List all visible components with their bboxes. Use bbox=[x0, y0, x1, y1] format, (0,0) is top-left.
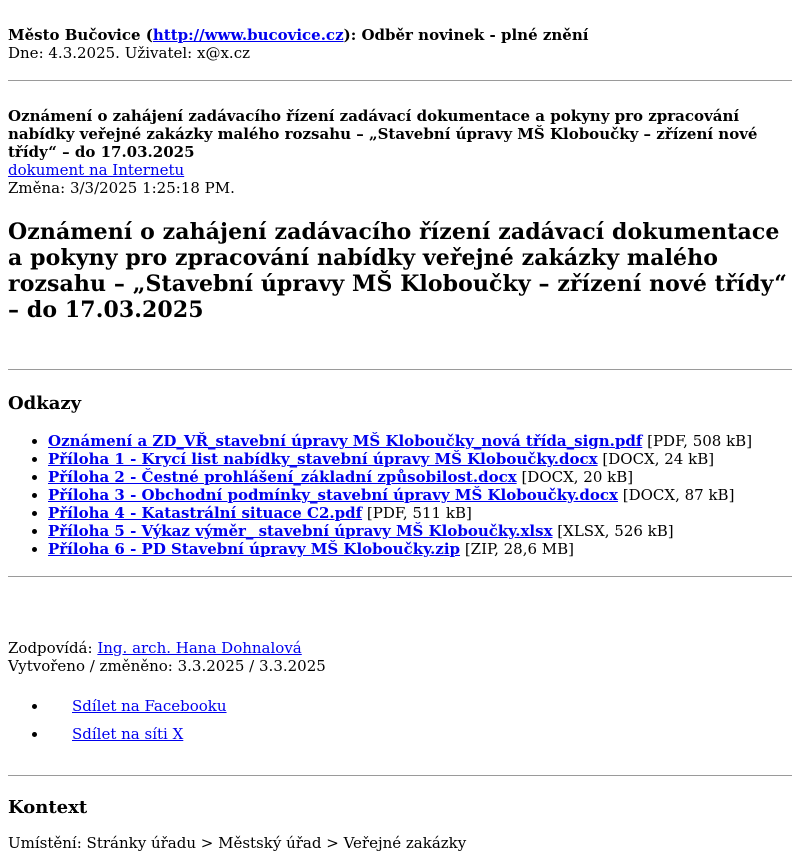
heading-divider bbox=[8, 369, 792, 370]
attachment-meta: [PDF, 508 kB] bbox=[647, 432, 753, 450]
links-divider bbox=[8, 576, 792, 577]
context-divider bbox=[8, 775, 792, 776]
share-item bbox=[48, 697, 792, 715]
attachment-item bbox=[48, 486, 792, 504]
attachment-link[interactable]: Příloha 1 - Krycí list nabídky_stavební úpravy MŠ Kloboučky.docx bbox=[48, 450, 598, 468]
share-item bbox=[48, 725, 792, 743]
site-name: Město Bučovice bbox=[8, 26, 141, 44]
context-heading: Kontext bbox=[8, 797, 88, 818]
share-facebook-link[interactable]: Sdílet na Facebooku bbox=[72, 697, 227, 715]
article-heading: Oznámení o zahájení zadávacího řízení zadávací dokumentace a pokyny pro zpracování nabídky veřejné zakázky malého rozsahu – „Stavební úpravy MŠ Kloboučky – zřízení nové třídy“ – do 17.03.2025 bbox=[8, 219, 788, 323]
attachment-meta: [XLSX, 526 kB] bbox=[557, 522, 674, 540]
site-title: Město Bučovice (http://www.bucovice.cz): Odběr novinek - plné znění bbox=[8, 26, 589, 44]
share-list bbox=[8, 697, 792, 743]
attachment-link[interactable]: Příloha 3 - Obchodní podmínky_stavební úpravy MŠ Kloboučky.docx bbox=[48, 486, 618, 504]
context-location: Umístění: Stránky úřadu > Městský úřad > Veřejné zakázky bbox=[8, 834, 467, 852]
attachment-item bbox=[48, 432, 792, 450]
attachment-meta: [ZIP, 28,6 MB] bbox=[464, 540, 575, 558]
responsible bbox=[8, 639, 792, 657]
attachment-item bbox=[48, 504, 792, 522]
attachments-list bbox=[8, 432, 792, 558]
share-x-link[interactable]: Sdílet na síti X bbox=[72, 725, 184, 743]
responsible-person-link[interactable]: Ing. arch. Hana Dohnalová bbox=[97, 639, 302, 657]
attachment-meta: [DOCX, 20 kB] bbox=[521, 468, 634, 486]
attachment-link[interactable]: Příloha 6 - PD Stavební úpravy MŠ Kloboučky.zip bbox=[48, 540, 461, 558]
header-info: Dne: 4.3.2025. Uživatel: x@x.cz bbox=[8, 44, 250, 62]
attachment-link[interactable]: Příloha 5 - Výkaz výměr_ stavební úpravy MŠ Kloboučky.xlsx bbox=[48, 522, 553, 540]
newsletter-header bbox=[8, 26, 792, 62]
links-heading: Odkazy bbox=[8, 393, 82, 414]
header-suffix: ): Odběr novinek - plné znění bbox=[343, 26, 589, 44]
attachment-meta: [DOCX, 24 kB] bbox=[602, 450, 715, 468]
article-title: Oznámení o zahájení zadávacího řízení zadávací dokumentace a pokyny pro zpracování nabídky veřejné zakázky malého rozsahu – „Stavební úpravy MŠ Kloboučky – zřízení nové třídy“ – do 17.03.2025 bbox=[8, 107, 758, 161]
responsible-label: Zodpovídá: bbox=[8, 639, 93, 657]
attachment-item bbox=[48, 522, 792, 540]
attachment-meta: [DOCX, 87 kB] bbox=[622, 486, 735, 504]
attachment-link[interactable]: Příloha 4 - Katastrální situace C2.pdf bbox=[48, 504, 363, 522]
attachment-link[interactable]: Oznámení a ZD_VŘ_stavební úpravy MŠ Kloboučky_nová třída_sign.pdf bbox=[48, 432, 643, 450]
site-url-link[interactable]: http://www.bucovice.cz bbox=[152, 26, 344, 44]
created-changed: Vytvořeno / změněno: 3.3.2025 / 3.3.2025 bbox=[8, 657, 326, 675]
change-date: Změna: 3/3/2025 1:25:18 PM. bbox=[8, 179, 235, 197]
attachment-item bbox=[48, 468, 792, 486]
attachment-meta: [PDF, 511 kB] bbox=[366, 504, 472, 522]
internet-document-link[interactable]: dokument na Internetu bbox=[8, 161, 185, 179]
attachment-item bbox=[48, 450, 792, 468]
header-divider bbox=[8, 80, 792, 81]
attachment-item bbox=[48, 540, 792, 558]
attachment-link[interactable]: Příloha 2 - Čestné prohlášení_základní způsobilost.docx bbox=[48, 468, 517, 486]
